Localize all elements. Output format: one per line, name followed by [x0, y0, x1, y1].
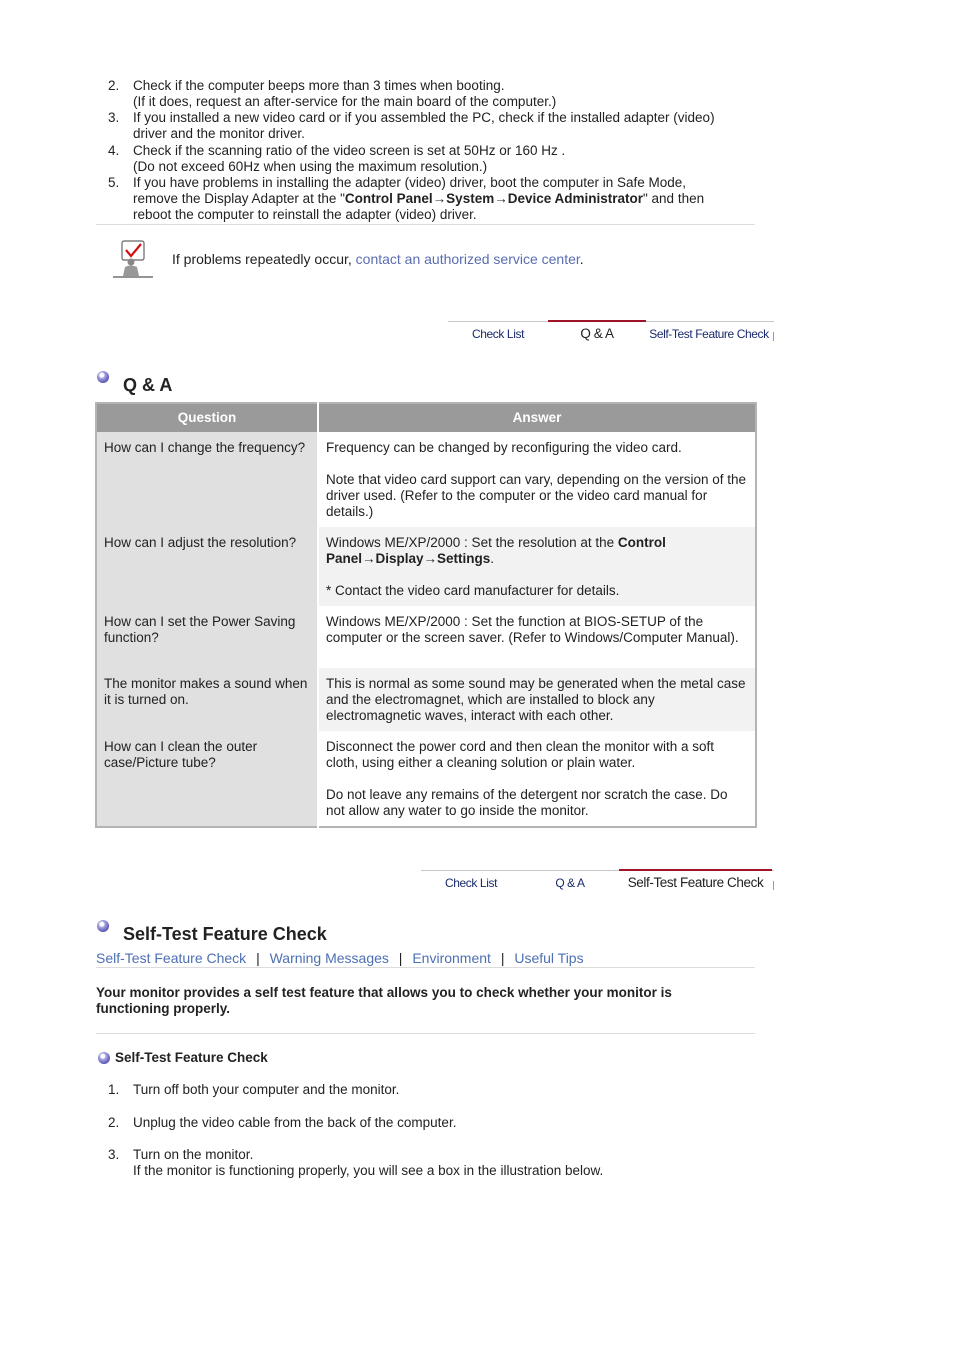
column-header-answer: Answer [318, 403, 756, 432]
qa-table [95, 402, 757, 828]
tab-qa[interactable]: Q & A [555, 876, 585, 890]
column-header-question: Question [96, 403, 318, 432]
item-text: If you have problems in installing the adapter (video) driver, boot the computer in Safe Mode, [133, 175, 687, 190]
answer-cell: This is normal as some sound may be generated when the metal case and the electromagnet, which are installed to block any electromagnetic waves, interact with each other. [318, 668, 756, 731]
step-text: Unplug the video cable from the back of the computer. [133, 1115, 457, 1130]
section-bullet-icon [97, 371, 109, 383]
tab-self-test[interactable]: Self-Test Feature Check [619, 869, 772, 893]
link-useful-tips[interactable]: Useful Tips [514, 950, 584, 966]
menu-path: Control Panel→Display→Settings [326, 535, 666, 566]
answer-cell: Windows ME/XP/2000 : Set the function at BIOS-SETUP of the computer or the screen saver. (Refer to Windows/Computer Manual). [318, 606, 756, 668]
item-text: If you installed a new video card or if you assembled the PC, check if the installed adapter (video) [133, 110, 715, 125]
qa-title: Q & A [123, 375, 173, 395]
item-text: driver and the monitor driver. [133, 126, 305, 141]
table-row [96, 527, 756, 606]
answer-cell: Disconnect the power cord and then clean the monitor with a soft cloth, using either a cleaning solution or plain water. Do not leave any remains of the detergent nor scratch the case. Do not allow any water to go inside the monitor. [318, 731, 756, 827]
divider [96, 967, 755, 968]
item-text: reboot the computer to reinstall the adapter (video) driver. [133, 207, 477, 222]
tab-check-list[interactable]: Check List [444, 876, 498, 890]
menu-path: Control Panel→System→Device Administrator [344, 191, 643, 206]
table-row [96, 606, 756, 668]
table-row [96, 432, 756, 527]
subheading: Self-Test Feature Check [115, 1050, 268, 1065]
tab-end-marker [773, 881, 774, 890]
question-cell: The monitor makes a sound when it is turned on. [96, 668, 318, 731]
link-self-test[interactable]: Self-Test Feature Check [96, 950, 247, 966]
item-text: (Do not exceed 60Hz when using the maximum resolution.) [133, 159, 488, 174]
self-test-title: Self-Test Feature Check [123, 924, 327, 944]
intro-text: Your monitor provides a self test feature that allows you to check whether your monitor is functioning properly. [96, 985, 672, 1016]
section-bullet-icon [97, 920, 109, 932]
step-text: Turn on the monitor. [133, 1147, 254, 1162]
link-environment[interactable]: Environment [412, 950, 491, 966]
divider [96, 1033, 755, 1034]
step-text: If the monitor is functioning properly, you will see a box in the illustration below. [133, 1163, 604, 1178]
link-warning-messages[interactable]: Warning Messages [269, 950, 389, 966]
table-row [96, 668, 756, 731]
question-cell: How can I adjust the resolution? [96, 527, 318, 606]
divider [96, 224, 755, 225]
subheading-bullet-icon [98, 1052, 110, 1064]
note-icon [111, 240, 155, 278]
tab-bar [421, 870, 774, 893]
question-cell: How can I clean the outer case/Picture tube? [96, 731, 318, 827]
answer-cell: Windows ME/XP/2000 : Set the resolution at the Control Panel→Display→Settings. * Contact the video card manufacturer for details. [318, 527, 756, 606]
question-cell: How can I set the Power Saving function? [96, 606, 318, 668]
step-text: Turn off both your computer and the monitor. [133, 1082, 400, 1097]
tab-end-marker [773, 332, 774, 341]
item-text: Check if the scanning ratio of the video screen is set at 50Hz or 160 Hz . [133, 143, 566, 158]
tab-bar [448, 321, 774, 344]
table-header-row [96, 403, 756, 432]
table-row [96, 731, 756, 827]
item-text: Check if the computer beeps more than 3 times when booting. [133, 78, 505, 93]
tab-qa[interactable]: Q & A [548, 320, 646, 344]
item-text: (If it does, request an after-service for the main board of the computer.) [133, 94, 557, 109]
section-links: Self-Test Feature Check | Warning Messages | Environment | Useful Tips [96, 950, 584, 966]
tab-check-list[interactable]: Check List [471, 327, 525, 341]
item-text: remove the Display Adapter at the " [133, 191, 345, 206]
question-cell: How can I change the frequency? [96, 432, 318, 527]
tab-self-test[interactable]: Self-Test Feature Check [649, 327, 769, 341]
answer-cell: Frequency can be changed by reconfiguring the video card. Note that video card support can vary, depending on the version of the driver used. (Refer to the computer or the video card manual for details.) [318, 432, 756, 527]
service-note: If problems repeatedly occur, contact an authorized service center. [172, 251, 584, 267]
service-center-link[interactable]: contact an authorized service center [355, 251, 580, 267]
